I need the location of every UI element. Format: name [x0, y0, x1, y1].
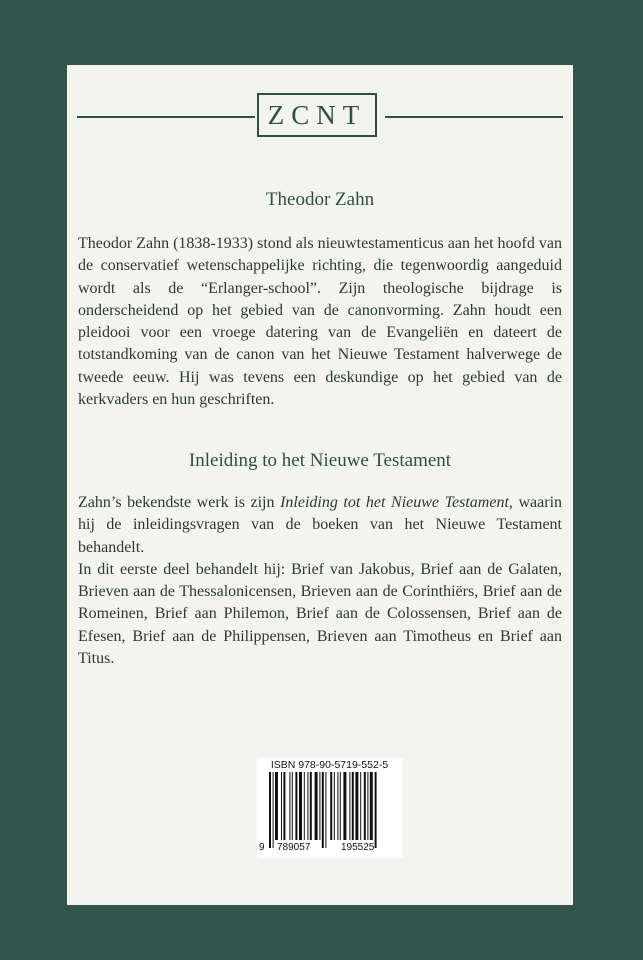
barcode-bar: [310, 772, 312, 840]
isbn-label: ISBN 978-90-5719-552-5: [270, 759, 389, 771]
barcode-bar: [340, 772, 341, 840]
barcode-bar: [370, 772, 373, 840]
barcode-bar: [349, 772, 350, 840]
author-bio-text: Theodor Zahn (1838-1933) stond als nieuwtestamenticus aan het hoofd van de conservatief wetenschappelijke richting, die tegenwoordig aangeduid wordt als de “Erlanger-school”. Zijn theologische bijdrage is onderscheidend op het gebied van de canonvorming. Zahn houdt een pleidooi voor een vroege datering van de Evangeliën en dateert de totstandkoming van de canon van het Nieuwe Testament halverwege de tweede eeuw. Hij was tevens een deskundige op het gebied van de kerkvaders en hun geschriften.: [78, 235, 562, 409]
barcode-bar: [269, 772, 271, 848]
barcode-bar: [325, 772, 326, 848]
book-title: Inleiding tot het Nieuwe Testament: [280, 494, 509, 511]
desc-after: , waarin hij de inleidingsvragen van de boeken van het Nieuwe Testament behandelt.: [78, 494, 563, 556]
logo-rule-right: [385, 116, 563, 118]
barcode-bar: [352, 772, 354, 840]
logo-row: [77, 93, 563, 139]
isbn-barcode: [257, 758, 402, 858]
barcode-bar: [299, 772, 302, 840]
barcode-bar: [364, 772, 366, 840]
logo-rule-left: [77, 116, 255, 118]
barcode-bar: [360, 772, 361, 840]
barcode-bars: [257, 772, 402, 850]
book-description-text: [78, 492, 562, 559]
barcode-digit-first: 9: [259, 842, 265, 853]
barcode-bar: [304, 772, 305, 840]
barcode-bar: [275, 772, 278, 840]
barcode-bar: [289, 772, 290, 840]
barcode-bar: [273, 772, 274, 848]
barcode-bar: [367, 772, 368, 840]
author-heading: Theodor Zahn: [265, 189, 375, 210]
desc-before: Zahn’s bekendste werk is zijn: [78, 494, 281, 511]
barcode-bar: [355, 772, 358, 840]
book-contents-text: In dit eerste deel behandelt hij: Brief van Jakobus, Brief aan de Galaten, Brieven aan de Thessalonicensen, Brieven aan de Corinthiërs, Brief aan de Romeinen, Brief aan Philemon, Brief aan de Colossensen, Brief aan de Efesen, Brief aan de Philippensen, Brieven aan Timotheus en Brief aan Titus.: [78, 560, 562, 668]
back-cover-panel: [67, 65, 573, 905]
author-bio: [78, 233, 562, 411]
barcode-bar: [322, 772, 324, 848]
barcode-bar: [319, 772, 320, 840]
barcode-bar: [330, 772, 332, 840]
barcode-bar: [295, 772, 297, 840]
barcode-bar: [343, 772, 346, 840]
barcode-bar: [334, 772, 335, 840]
series-logo: ZCNT: [257, 93, 377, 137]
barcode-bar: [375, 772, 377, 848]
barcode-bar: [281, 772, 282, 840]
barcode-digits-left: 789057: [277, 842, 311, 853]
barcode-bar: [283, 772, 285, 840]
book-description: [78, 492, 562, 670]
barcode-digits-right: 195525: [341, 842, 375, 853]
barcode-bar: [307, 772, 308, 840]
barcode-bar: [315, 772, 318, 840]
book-heading: Inleiding to het Nieuwe Testament: [188, 450, 452, 471]
barcode-bar: [337, 772, 338, 840]
barcode-bar: [292, 772, 293, 840]
